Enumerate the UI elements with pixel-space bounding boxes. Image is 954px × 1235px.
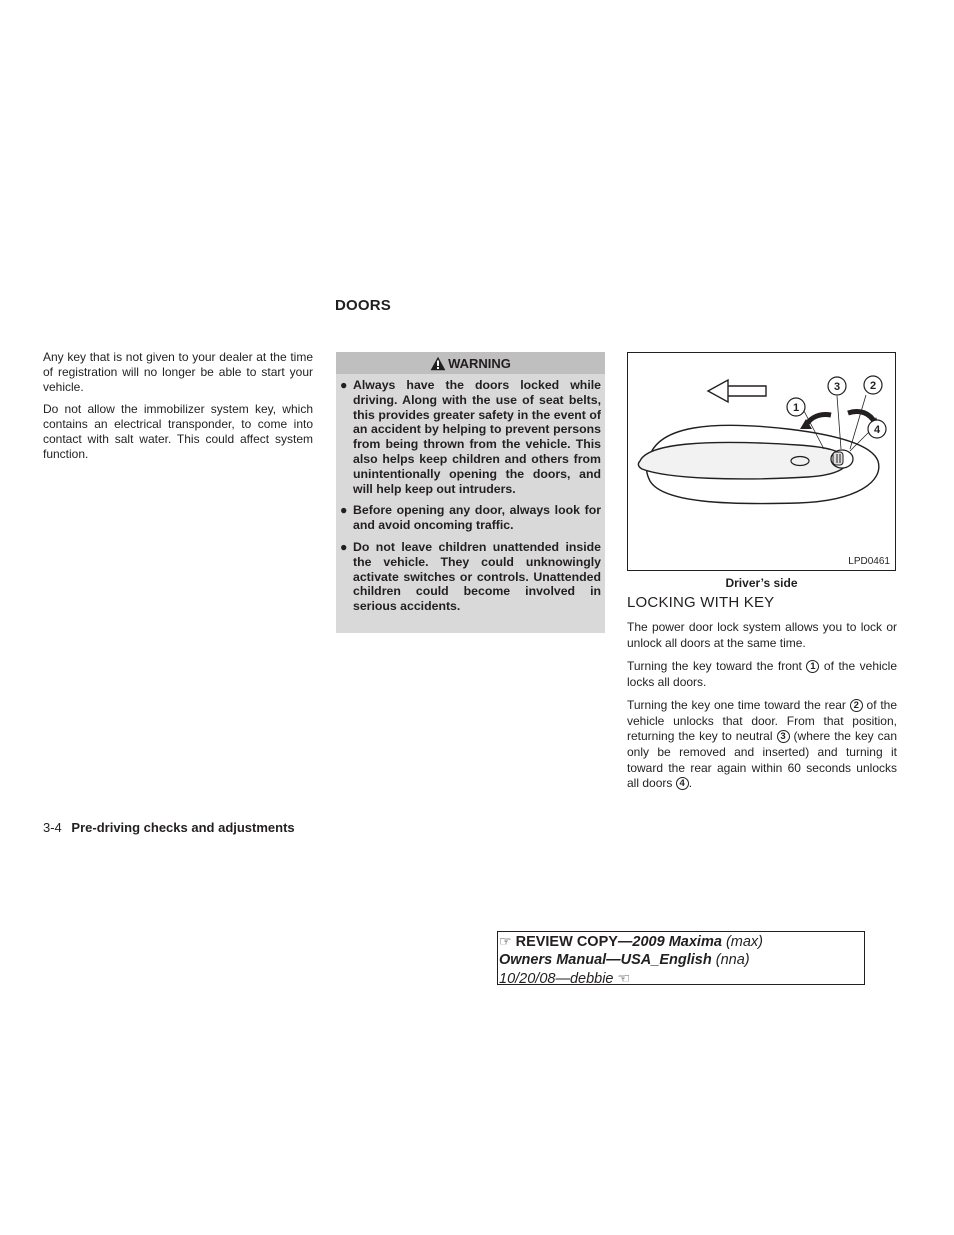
paragraph: Any key that is not given to your dealer at the time of registration will no longer be able to start your vehicle. (43, 350, 313, 394)
warning-item (339, 503, 601, 533)
review-date-user: 10/20/08—debbie (499, 971, 614, 987)
warning-box (336, 352, 605, 633)
callout-label: 3 (833, 381, 841, 393)
pointing-hand-left-icon: ☜ (617, 970, 631, 986)
callout-label: 4 (873, 424, 881, 436)
right-column (627, 620, 897, 800)
review-label: REVIEW COPY— (515, 934, 633, 950)
page-footer (43, 820, 295, 835)
warning-item (339, 540, 601, 614)
page-number: 3-4 (43, 820, 62, 835)
paragraph: Turning the key one time toward the rear 2 of the vehicle unlocks that door. From that position, returning the key to neutral 3 (where the key can only be removed and inserted) and turning it toward the rear again within 60 seconds unlocks all doors 4 . (627, 697, 898, 791)
circled-number: 2 (850, 699, 863, 712)
warning-list (336, 374, 605, 614)
pointing-hand-right-icon: ☞ (499, 933, 512, 949)
review-copy-box (497, 931, 865, 985)
warning-item (339, 378, 601, 496)
figure-code: LPD0461 (848, 556, 890, 567)
warning-item-text: Always have the doors locked while driving. Along with the use of seat belts, this provides greater safety in the event of an accident by helping to prevent persons from being thrown from the vehicle. This also helps keep children and others from unintentionally opening the doors, and will help keep out intruders. (353, 378, 601, 496)
left-column (43, 350, 313, 470)
chapter-title: Pre-driving checks and adjustments (71, 820, 295, 835)
review-model-code: (max) (725, 934, 763, 950)
paragraph: Do not allow the immobilizer system key, which contains an electrical transponder, to come into contact with salt water. This could affect system function. (43, 402, 313, 461)
callout-2 (864, 376, 882, 394)
paragraph: Turning the key toward the front 1 of the vehicle locks all doors. (627, 658, 897, 689)
circled-number: 4 (676, 777, 689, 790)
door-handle-figure (627, 352, 896, 571)
callout-label: 2 (869, 380, 877, 392)
front-arrow-icon (708, 380, 766, 402)
arrow-front-icon (806, 414, 831, 425)
circled-number: 1 (806, 660, 819, 673)
review-manual: Owners Manual—USA_English (499, 952, 712, 968)
warning-title: WARNING (448, 355, 511, 371)
warning-item-text: Do not leave children unattended inside the vehicle. They could unknowingly activate switches or controls. Unattended children could become involved in serious accidents. (353, 539, 601, 614)
bullet: ● (340, 503, 348, 518)
arrow-rear-icon (848, 411, 875, 423)
figure-caption: Driver’s side (725, 576, 798, 590)
warning-item-text: Before opening any door, always look for and avoid oncoming traffic. (353, 503, 601, 533)
review-line-1 (499, 932, 864, 951)
review-line-2 (499, 951, 864, 969)
subsection-title: LOCKING WITH KEY (627, 594, 775, 611)
door-handle-illustration (628, 353, 897, 572)
bullet: ● (340, 378, 348, 392)
circled-number: 3 (777, 730, 790, 743)
paragraph: The power door lock system allows you to lock or unlock all doors at the same time. (627, 620, 897, 650)
callout-1 (787, 398, 805, 416)
review-manual-code: (nna) (715, 952, 750, 968)
warning-header (336, 352, 605, 374)
callout-label: 1 (792, 402, 800, 414)
handle-grip (638, 442, 846, 479)
callout-3 (828, 377, 846, 395)
warning-triangle-icon (430, 356, 446, 371)
section-title: DOORS (335, 297, 392, 314)
bullet: ● (340, 539, 348, 554)
callout-4 (868, 420, 886, 438)
review-model: 2009 Maxima (632, 934, 722, 950)
review-line-3 (499, 969, 864, 988)
